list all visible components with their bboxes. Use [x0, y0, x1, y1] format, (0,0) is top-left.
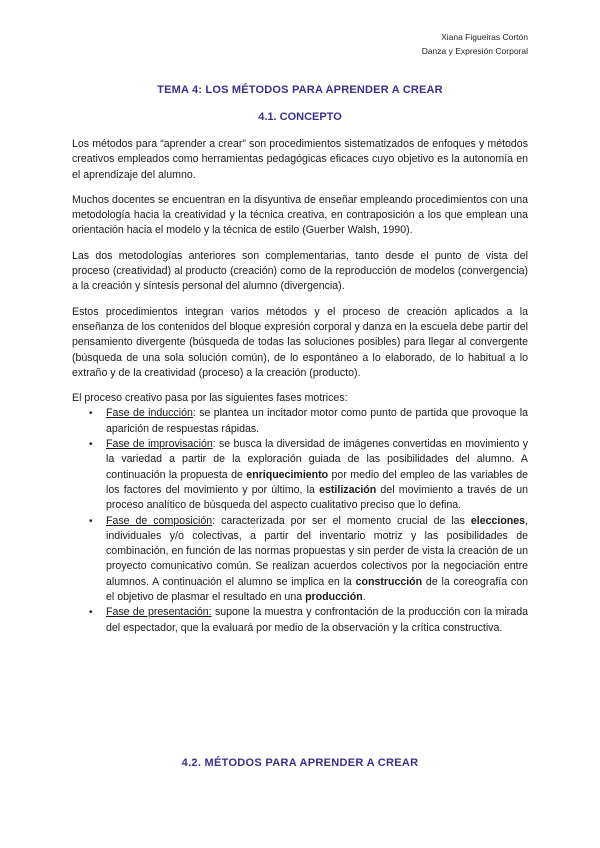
phase-bold: producción — [305, 591, 363, 604]
paragraph: Las dos metodologías anteriores son complementarias, tanto desde el punto de vista del proceso (creatividad) al producto (creación) como de la reproducción de modelos (convergencia) a la creación y síntesis personal del alumno (divergencia). — [72, 249, 528, 293]
document-title: TEMA 4: LOS MÉTODOS PARA APRENDER A CREAR — [157, 84, 443, 96]
page-header — [422, 30, 528, 58]
bullet-icon: • — [89, 439, 93, 451]
list-item-improvisacion — [72, 437, 528, 513]
phase-text: supone la muestra y confrontación de la producción con la mirada del espectador, que la evaluará por medio de la observación y la crítica constructiva. — [106, 606, 528, 634]
paragraph: Muchos docentes se encuentran en la disyuntiva de enseñar empleando procedimientos con una metodología hacia la creatividad y la técnica creativa, en contraposición a los que emplean una orientación hacia el modelo y la técnica de estilo (Guerber Walsh, 1990). — [72, 193, 528, 237]
phase-text: del movimiento a través de un proceso analítico de búsqueda del aspecto cualitativo preciso que lo defina. — [106, 483, 528, 512]
list-item-presentacion — [72, 605, 528, 636]
list-item-induccion — [72, 406, 528, 437]
bullet-icon: • — [89, 607, 93, 619]
bullet-icon: • — [89, 408, 93, 420]
document-body — [72, 137, 528, 636]
phase-name: Fase de inducción — [106, 407, 193, 420]
phases-intro: El proceso creativo pasa por las siguientes fases motrices: — [72, 392, 348, 405]
phase-bold: estilización — [319, 483, 377, 496]
phase-bold: enriquecimiento — [246, 468, 329, 481]
section-heading-metodos: 4.2. MÉTODOS PARA APRENDER A CREAR — [181, 757, 419, 769]
phase-text: : caracterizada por ser el momento crucial de las — [212, 514, 471, 527]
phase-text: de la coreografía con el objetivo de plasmar el resultado en una — [106, 575, 528, 604]
bullet-icon: • — [89, 515, 93, 527]
phase-name: Fase de improvisación — [106, 438, 213, 451]
phase-text: por medio del empleo de las variables de los factores del movimiento y por último, la — [106, 468, 528, 496]
paragraph: Estos procedimientos integran varios métodos y el proceso de creación aplicados a la enseñanza de los contenidos del bloque expresión corporal y danza en la escuela debe partir del pensamiento divergente (búsqueda de todas las soluciones posibles) para llegar al convergente (búsqueda de una sola solución común), de lo espontáneo a lo elaborado, de lo habitual a lo extraño y de la creatividad (proceso) a la creación (producto). — [72, 305, 528, 379]
phase-name: Fase de presentación: — [106, 606, 212, 619]
phase-bold: construcción — [355, 575, 423, 588]
phase-text: : se busca la diversidad de imágenes convertidas en movimiento y la variedad a partir de la exploración guiada de las posibilidades del alumno. A continuación la propuesta de — [106, 438, 528, 481]
header-author: Xiana Figueiras Cortón — [441, 32, 528, 42]
phase-text: , individuales y/o colectivas, a partir del inventario motriz y las posibilidades de combinación, en función de las normas propuestas y sin perder de vista la creación de un proyecto comunicativo común. Se realizan acuerdos colectivos por la negociación entre alumnos. A continuación el alumno se implica en la — [106, 514, 528, 588]
list-item-composicion — [72, 514, 528, 606]
phases-list — [72, 406, 528, 635]
phase-bold: elecciones — [470, 514, 526, 527]
phase-name: Fase de composición — [106, 514, 213, 527]
paragraph: Los métodos para “aprender a crear” son procedimientos sistematizados de enfoques y métodos creativos empleados como herramientas pedagógicas eficaces cuyo objetivo es la autonomía en el aprendizaje del alumno. — [72, 138, 528, 181]
phase-text: : se plantea un incitador motor como punto de partida que provoque la aparición de respuestas rápidas. — [106, 407, 528, 435]
phase-text: . — [362, 591, 366, 604]
section-heading-concepto: 4.1. CONCEPTO — [258, 111, 342, 123]
header-course: Danza y Expresión Corporal — [421, 46, 528, 56]
